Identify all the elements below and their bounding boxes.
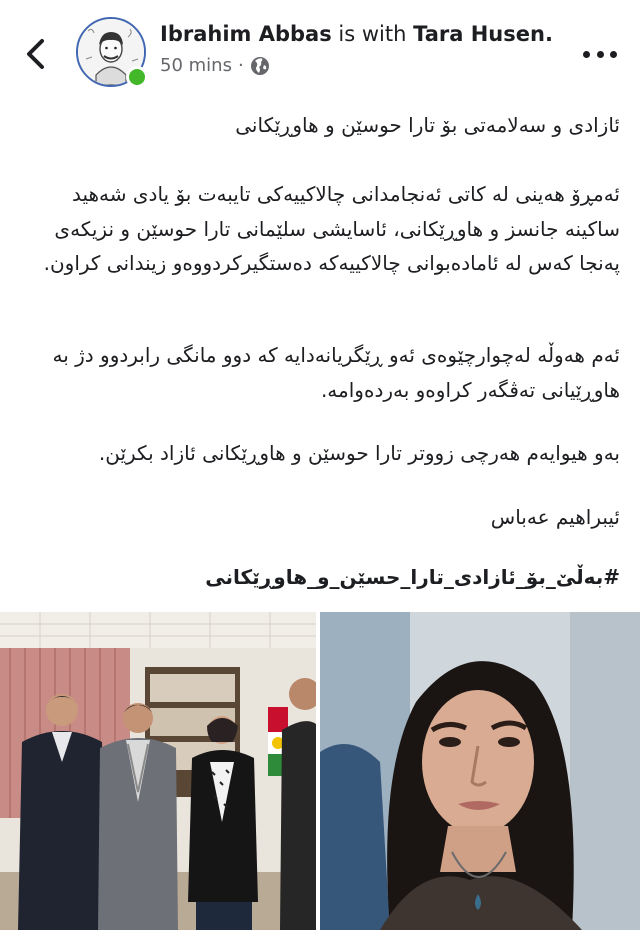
post-hashtag[interactable]: #بەڵێ_بۆ_ئازادی_تارا_حسێن_و_هاوڕێکانی <box>205 565 620 589</box>
post-paragraph-three: بەو هیوایەم هەرچی زووتر تارا حوسێن و هاوڕێکانی ئازاد بکرێن. <box>98 441 620 465</box>
post-signature: ئیبراهیم عەباس <box>490 505 620 529</box>
group-photo[interactable] <box>0 612 316 930</box>
post-title: ئازادی و سەلامەتی بۆ تارا حوسێن و هاوڕێکانی <box>235 113 620 137</box>
with-text: is with <box>338 22 407 46</box>
portrait-photo[interactable] <box>320 612 640 930</box>
post-time[interactable]: 50 mins <box>160 55 232 76</box>
post-meta <box>160 55 270 76</box>
online-status-indicator <box>126 66 148 88</box>
chevron-left-icon <box>24 37 46 71</box>
more-options-button[interactable] <box>583 44 617 64</box>
more-dot <box>597 51 604 58</box>
post-paragraph-two: ئەم هەوڵە لەچوارچێوەی ئەو ڕێگریانەدایە کە دوو مانگی رابردوو دژ بە هاوڕێیانی تەڤگەر کراوەو بەردەوامە. <box>52 343 620 402</box>
post-header <box>0 0 640 100</box>
author-line <box>160 22 553 46</box>
more-dot <box>610 51 617 58</box>
globe-icon[interactable] <box>250 56 270 76</box>
author-avatar[interactable] <box>76 17 146 87</box>
photo-grid <box>0 612 640 930</box>
post-paragraph-main: ئەمڕۆ هەینی لە کاتی ئەنجامدانی چالاکییەکی تایبەت بۆ یادی شەهید ساکینە جانسز و هاوڕێکانی، ئاسایشی سلێمانی تارا حوسێن و نزیکەی پەنجا کەس لە ئامادەبوانی چالاکییەکە دەستگیرکردووەو زیندانی کراون. <box>43 182 620 275</box>
tagged-person[interactable]: Tara Husen. <box>413 22 553 46</box>
meta-separator: · <box>237 55 244 76</box>
author-name[interactable]: Ibrahim Abbas <box>160 22 332 46</box>
more-dots-icon <box>583 51 590 58</box>
back-button[interactable] <box>18 32 52 76</box>
